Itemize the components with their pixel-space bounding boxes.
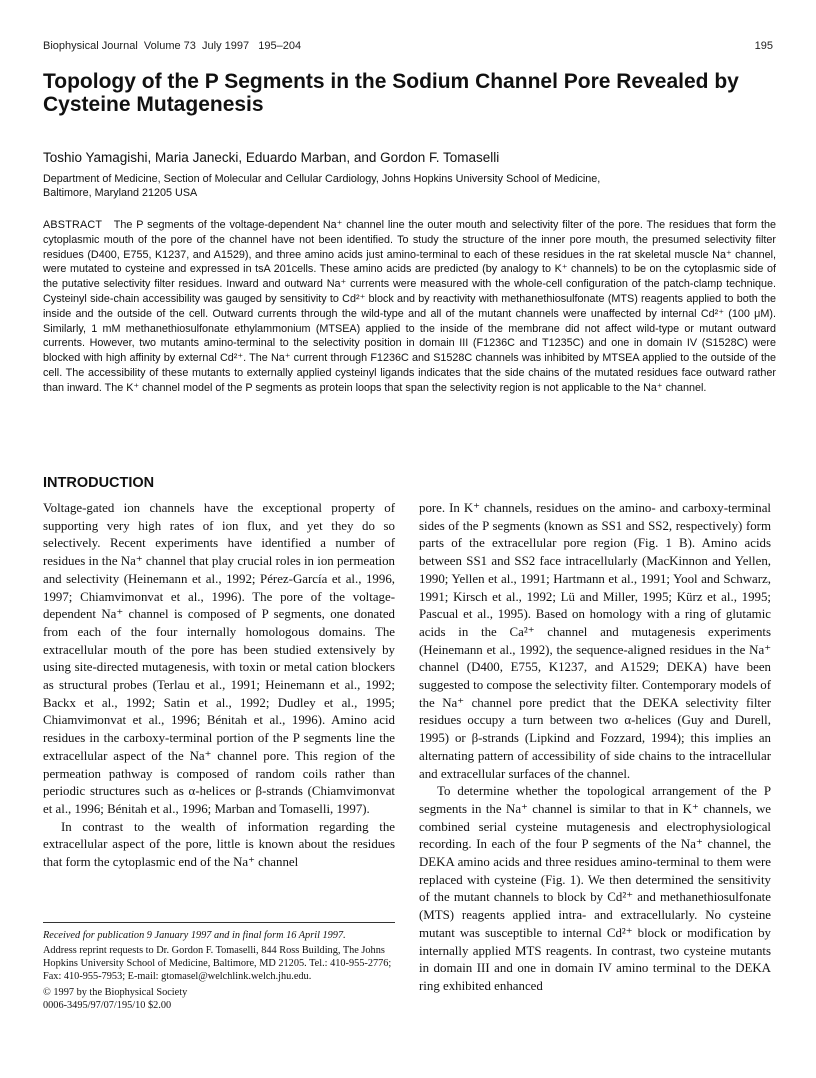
footnote-divider bbox=[43, 922, 395, 923]
author-list: Toshio Yamagishi, Maria Janecki, Eduardo Marban, and Gordon F. Tomaselli bbox=[43, 150, 500, 165]
running-head bbox=[43, 40, 773, 52]
left-column bbox=[43, 500, 395, 872]
article-title: Topology of the P Segments in the Sodium Channel Pore Revealed by Cysteine Mutagenesis bbox=[43, 70, 739, 116]
affiliation-line-1: Department of Medicine, Section of Molecular and Cellular Cardiology, Johns Hopkins University School of Medicine, bbox=[43, 173, 601, 185]
reprint-requests: Address reprint requests to Dr. Gordon F. Tomaselli, 844 Ross Building, The Johns Hopkins University School of Medicine, Baltimore, MD 21205. Tel.: 410-955-2776; Fax: 410-955-7953; E-mail: gtomasel@welchlink.welch.jhu.edu. bbox=[43, 945, 392, 982]
copyright: © 1997 by the Biophysical Society bbox=[43, 987, 188, 998]
abstract bbox=[43, 218, 776, 396]
section-heading: INTRODUCTION bbox=[43, 475, 155, 491]
volume: Volume 73 bbox=[143, 40, 196, 52]
issue-date: July 1997 bbox=[202, 40, 250, 52]
page-number: 195 bbox=[754, 40, 773, 52]
paragraph: In contrast to the wealth of information regarding the extracellular aspect of the pore, little is known about the residues that form the cytoplasmic end of the Na⁺ channel bbox=[43, 819, 395, 870]
abstract-text: The P segments of the voltage-dependent Na⁺ channel line the outer mouth and selectivity filter of the pore. The residues that form the cytoplasmic mouth of the pore of the channel have not been identified. To study the structure of the inner pore mouth, the presumed selectivity filter residues (D400, E755, K1237, and A1529), and three amino acids just amino-terminal to each of these residues in the rat skeletal muscle Na⁺ channel, were mutated to cysteine and expressed in tsA 201cells. These amino acids are predicted (by analogy to K⁺ channels) to be on the cytoplasmic side of the putative selectivity filter residues. Inward and outward Na⁺ currents were measured with the whole-cell configuration of the patch-clamp technique. Cysteinyl side-chain accessibility was gauged by sensitivity to Cd²⁺ block and by reactivity with methanethiosulfonate (MTS) reagents applied to both the inside and the outside of the cell. Outward currents through the wild-type and all of the mutant channels were unaffected by internal Cd²⁺ (100 μM). Similarly, 1 mM methanethiosulfonate ethylammonium (MTSEA) applied to the inside of the membrane did not affect wild-type or mutant outward currents. However, two mutants amino-terminal to the selectivity position in domain III (F1236C and T1235C) and one in domain IV (S1528C) were blocked with high affinity by external Cd²⁺. The Na⁺ current through F1236C and S1528C channels was inhibited by MTSEA applied to the outside of the cell. The accessibility of these mutants to externally applied cysteinyl ligands indicates that the side chains of the mutated residues face outward rather than inward. The K⁺ channel model of the P segments as protein loops that span the selectivity region is not applicable to the Na⁺ channel. bbox=[43, 219, 777, 394]
footnote bbox=[43, 929, 398, 1012]
right-column bbox=[419, 500, 771, 996]
abstract-label: ABSTRACT bbox=[43, 219, 103, 231]
page-range: 195–204 bbox=[258, 40, 302, 52]
paragraph: pore. In K⁺ channels, residues on the amino- and carboxy-terminal sides of the P segments (known as SS1 and SS2, respectively) form parts of the extracellular pore region (Fig. 1 B). Amino acids between SS1 and SS2 face intracellularly (MacKinnon and Yellen, 1990; Yellen et al., 1991; Hartmann et al., 1991; Yool and Schwarz, 1991; Kirsch et al., 1992; Lü and Miller, 1995; Kürz et al., 1995; Pascual et al., 1995). Based on homology with a ring of glutamic acids in the Ca²⁺ channel and mutagenesis experiments (Heinemann et al., 1992), the sequence-aligned residues in the Na⁺ channel (D400, E755, K1237, and A1529; DEKA) have been suggested to compose the selectivity filter. Contemporary models of the Na⁺ channel pore predict that the DEKA selectivity filter residues occupy a turn between two α-helices (Guy and Durell, 1995) or β-strands (Lipkind and Fozzard, 1994); this implies an alternating pattern of accessibility of side chains to the intracellular and extracellular surfaces of the channel. bbox=[419, 501, 771, 781]
article-code: 0006-3495/97/07/195/10 $2.00 bbox=[43, 1000, 172, 1011]
journal-name: Biophysical Journal bbox=[43, 40, 138, 52]
affiliation bbox=[43, 172, 778, 200]
paragraph: To determine whether the topological arrangement of the P segments in the Na⁺ channel is similar to that in K⁺ channels, we combined serial cysteine mutagenesis and electrophysiological recording. In each of the four P segments of the Na⁺ channel, the DEKA amino acids and three residues amino-terminal to them were replaced with cysteine (Fig. 1). We then determined the sensitivity of the mutant channels to block by Cd²⁺ and methanethiosulfonate (MTS) reagents applied intra- and extracellularly. No cysteine mutant was susceptible to internal Cd²⁺ block or modification by internally applied MTS reagents. In contrast, two cysteine mutants in domain III and one in domain IV amino terminal to the DEKA ring exhibited enhanced bbox=[419, 784, 771, 993]
received-date: Received for publication 9 January 1997 and in final form 16 April 1997. bbox=[43, 930, 346, 941]
paragraph: Voltage-gated ion channels have the exceptional property of supporting very high rates of ion flux, and yet they do so selectively. Recent experiments have identified a number of residues in the Na⁺ channel that play crucial roles in ion permeation and selectivity (Heinemann et al., 1992; Pérez-García et al., 1996, 1997; Chiamvimonvat et al., 1996). The pore of the voltage-dependent Na⁺ channel is composed of P segments, one donated from each of the four internally homologous domains. The extracellular mouth of the pore has been studied extensively by using site-directed mutagenesis, with toxin or metal cation blockers as structural probes (Terlau et al., 1991; Heinemann et al., 1992; Backx et al., 1992; Satin et al., 1992; Dudley et al., 1995; Chiamvimonvat et al., 1996; Bénitah et al., 1996). Amino acid residues in the carboxy-terminal portion of the P segments line the extracellular aspect of the Na⁺ channel pore. This region of the permeation pathway is composed of random coils rather than periodic structures such as α-helices or β-strands (Chiamvimonvat et al., 1996; Bénitah et al., 1996; Marban and Tomaselli, 1997). bbox=[43, 501, 395, 816]
affiliation-line-2: Baltimore, Maryland 21205 USA bbox=[43, 187, 198, 199]
